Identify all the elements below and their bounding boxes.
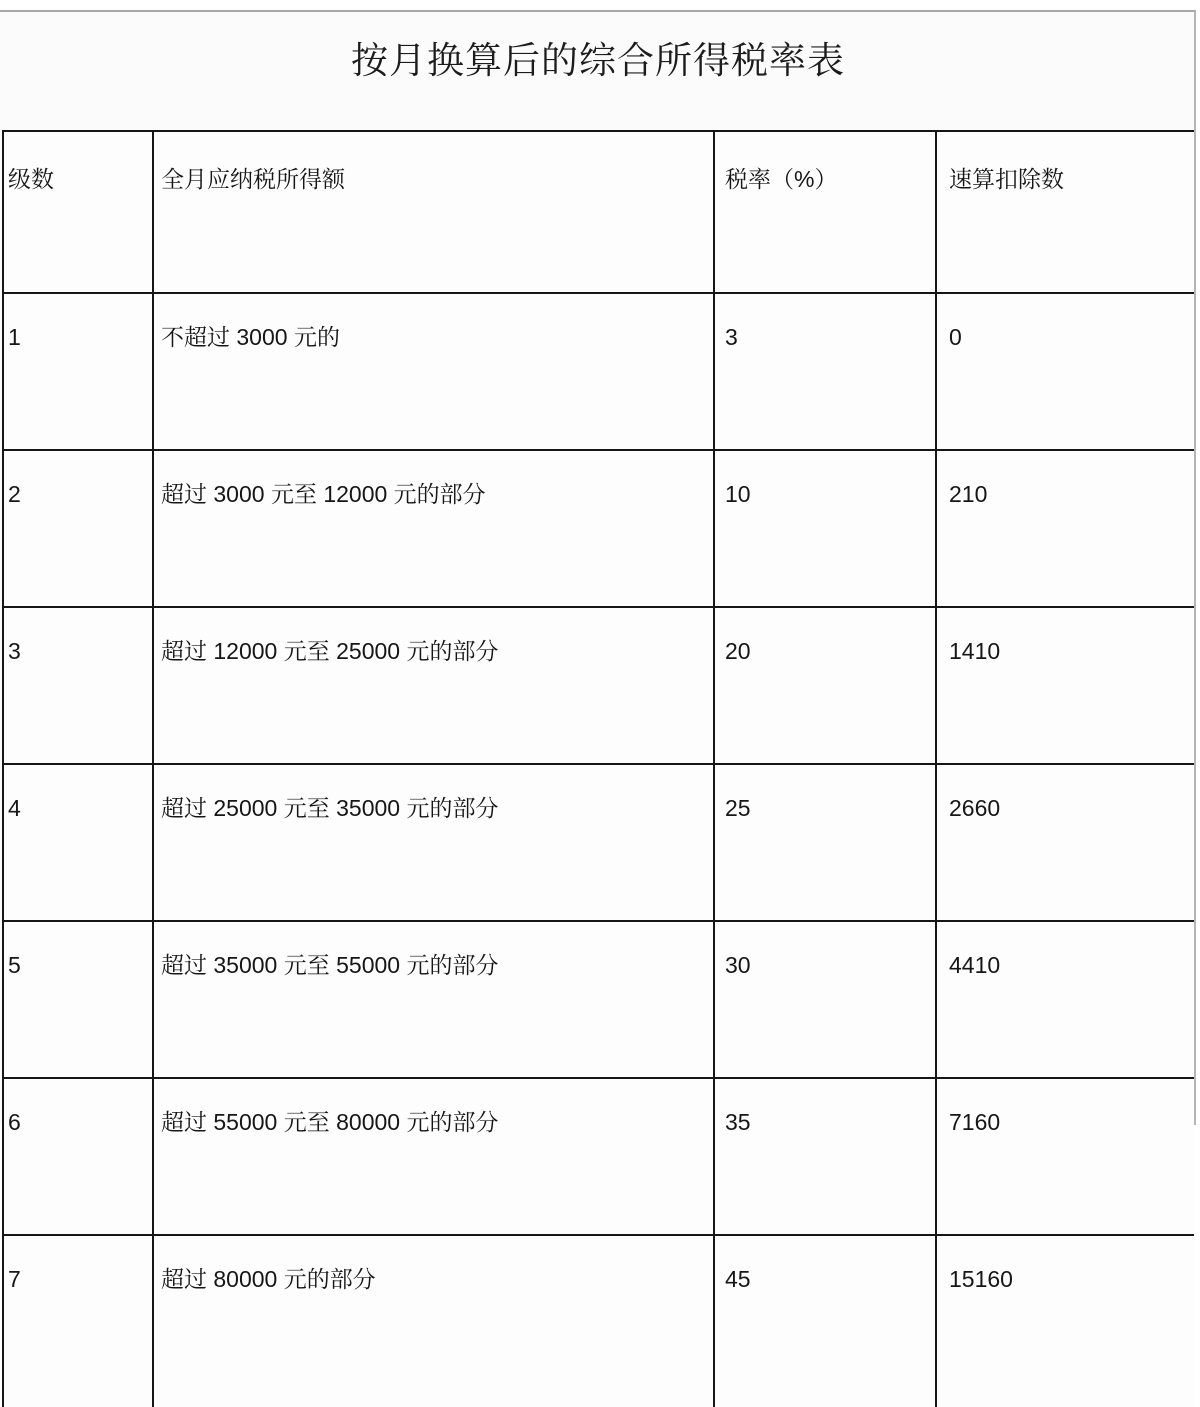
table-cell: 6 bbox=[3, 1078, 153, 1235]
table-cell: 2660 bbox=[936, 764, 1194, 921]
table-cell: 1410 bbox=[936, 607, 1194, 764]
table-cell: 超过 3000 元至 12000 元的部分 bbox=[153, 450, 714, 607]
table-cell: 5 bbox=[3, 921, 153, 1078]
table-cell: 7160 bbox=[936, 1078, 1194, 1235]
table-cell: 3 bbox=[714, 293, 936, 450]
table-cell: 超过 35000 元至 55000 元的部分 bbox=[153, 921, 714, 1078]
table-row bbox=[3, 607, 1194, 764]
table-cell: 0 bbox=[936, 293, 1194, 450]
table-cell: 7 bbox=[3, 1235, 153, 1407]
column-header-rate: 税率（%） bbox=[714, 131, 936, 293]
table-cell: 2 bbox=[3, 450, 153, 607]
table-cell: 3 bbox=[3, 607, 153, 764]
table-cell: 超过 80000 元的部分 bbox=[153, 1235, 714, 1407]
table-cell: 超过 55000 元至 80000 元的部分 bbox=[153, 1078, 714, 1235]
table-cell: 25 bbox=[714, 764, 936, 921]
table-cell: 10 bbox=[714, 450, 936, 607]
table-cell: 4410 bbox=[936, 921, 1194, 1078]
table-cell: 超过 25000 元至 35000 元的部分 bbox=[153, 764, 714, 921]
tax-rate-table bbox=[2, 130, 1194, 1407]
column-header-income: 全月应纳税所得额 bbox=[153, 131, 714, 293]
table-cell: 15160 bbox=[936, 1235, 1194, 1407]
table-row bbox=[3, 764, 1194, 921]
table-cell: 4 bbox=[3, 764, 153, 921]
table-body bbox=[3, 293, 1194, 1407]
table-row bbox=[3, 1235, 1194, 1407]
column-header-deduction: 速算扣除数 bbox=[936, 131, 1194, 293]
table-header-row bbox=[3, 131, 1194, 293]
page-title: 按月换算后的综合所得税率表 bbox=[351, 41, 845, 82]
table-row bbox=[3, 293, 1194, 450]
table-cell: 20 bbox=[714, 607, 936, 764]
table-row bbox=[3, 450, 1194, 607]
table-cell: 不超过 3000 元的 bbox=[153, 293, 714, 450]
table-cell: 1 bbox=[3, 293, 153, 450]
table-cell: 30 bbox=[714, 921, 936, 1078]
column-header-level: 级数 bbox=[3, 131, 153, 293]
table-cell: 45 bbox=[714, 1235, 936, 1407]
table-cell: 210 bbox=[936, 450, 1194, 607]
table-row bbox=[3, 921, 1194, 1078]
table-cell: 35 bbox=[714, 1078, 936, 1235]
table-cell: 超过 12000 元至 25000 元的部分 bbox=[153, 607, 714, 764]
table-row bbox=[3, 1078, 1194, 1235]
